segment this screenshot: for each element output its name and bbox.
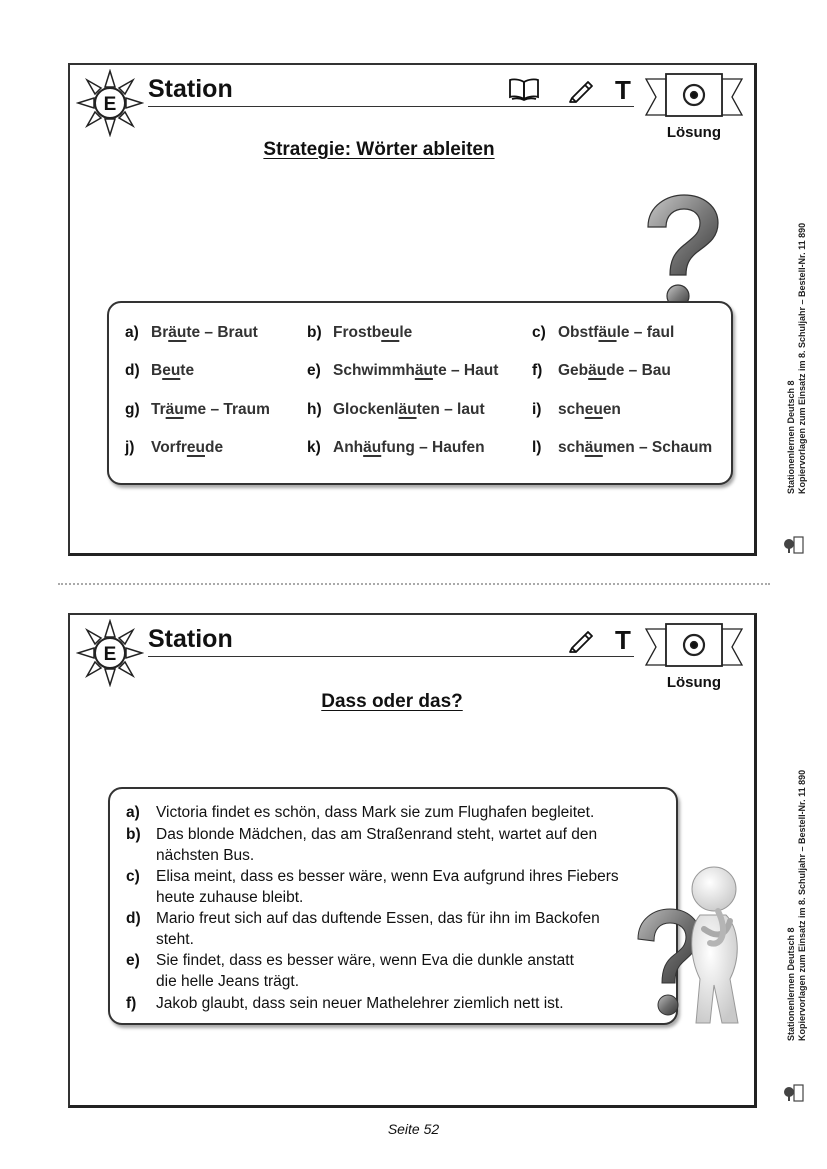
answer-item: a) Bräute – Braut [125, 324, 258, 341]
title-underline [148, 106, 634, 107]
answer-item: b) Das blonde Mädchen, das am Straßenrand steht, wartet auf den nächsten Bus. [126, 826, 598, 864]
answer-box [107, 301, 733, 485]
text-t-icon: T [615, 75, 631, 105]
answer-item: k) Anhäufung – Haufen [307, 439, 485, 456]
pencil-icon [567, 627, 595, 653]
sun-letter: E [103, 644, 117, 665]
answer-item: f) Jakob glaubt, dass sein neuer Mathelehrer ziemlich nett ist. [126, 995, 564, 1012]
solution-label: Lösung [666, 124, 721, 141]
answer-item: b) Frostbeule [307, 324, 413, 341]
sun-compass-icon [76, 69, 144, 137]
answer-item: i) scheuen [532, 401, 621, 418]
target-ribbon-icon [644, 621, 744, 669]
answer-item: c) Elisa meint, dass es besser wäre, wenn Eva aufgrund ihres Fiebers heute zuhause bleibt. [126, 868, 619, 906]
solution-label: Lösung [666, 674, 721, 691]
publisher-logo-icon [783, 1083, 805, 1103]
book-icon [508, 77, 540, 101]
dotted-separator [58, 583, 770, 585]
text-t-icon: T [615, 625, 631, 655]
publisher-logo-icon [783, 535, 805, 555]
answer-item: d) Beute [125, 362, 195, 379]
page-number: Seite 52 [387, 1121, 440, 1137]
title-underline [148, 656, 634, 657]
answer-item: c) Obstfäule – faul [532, 324, 675, 341]
sun-letter: E [103, 94, 117, 115]
answer-item: a) Victoria findet es schön, dass Mark sie zum Flughafen begleitet. [126, 804, 595, 821]
answer-item: g) Träume – Traum [125, 401, 270, 418]
station-card-2 [68, 613, 757, 1108]
answer-item: d) Mario freut sich auf das duftende Essen, das für ihn im Backofen steht. [126, 910, 600, 948]
side-publisher-text: Stationenlernen Deutsch 8 Kopiervorlagen zum Einsatz im 8. Schuljahr – Bestell-Nr. 11 890 [786, 769, 807, 1041]
answer-item: e) Sie findet, dass es besser wäre, wenn Eva die dunkle anstatt die helle Jeans trägt. [126, 952, 574, 990]
answer-item: j) Vorfreude [125, 439, 224, 456]
sun-compass-icon [76, 619, 144, 687]
station-card-1 [68, 63, 757, 556]
answer-box [108, 787, 678, 1025]
card-heading: Dass oder das? [321, 691, 463, 712]
card-heading: Strategie: Wörter ableiten [263, 139, 495, 160]
answer-item: h) Glockenläuten – laut [307, 401, 485, 418]
answer-item: l) schäumen – Schaum [532, 439, 713, 456]
station-title: Station [148, 75, 233, 103]
answer-item: f) Gebäude – Bau [532, 362, 671, 379]
station-title: Station [148, 625, 233, 653]
target-ribbon-icon [644, 71, 744, 119]
answer-item: e) Schwimmhäute – Haut [307, 362, 499, 379]
thinking-figure-question-mark-icon [630, 859, 754, 1029]
pencil-icon [567, 77, 595, 103]
question-mark-icon [634, 193, 724, 313]
side-publisher-text: Stationenlernen Deutsch 8 Kopiervorlagen zum Einsatz im 8. Schuljahr – Bestell-Nr. 11 890 [786, 222, 807, 494]
